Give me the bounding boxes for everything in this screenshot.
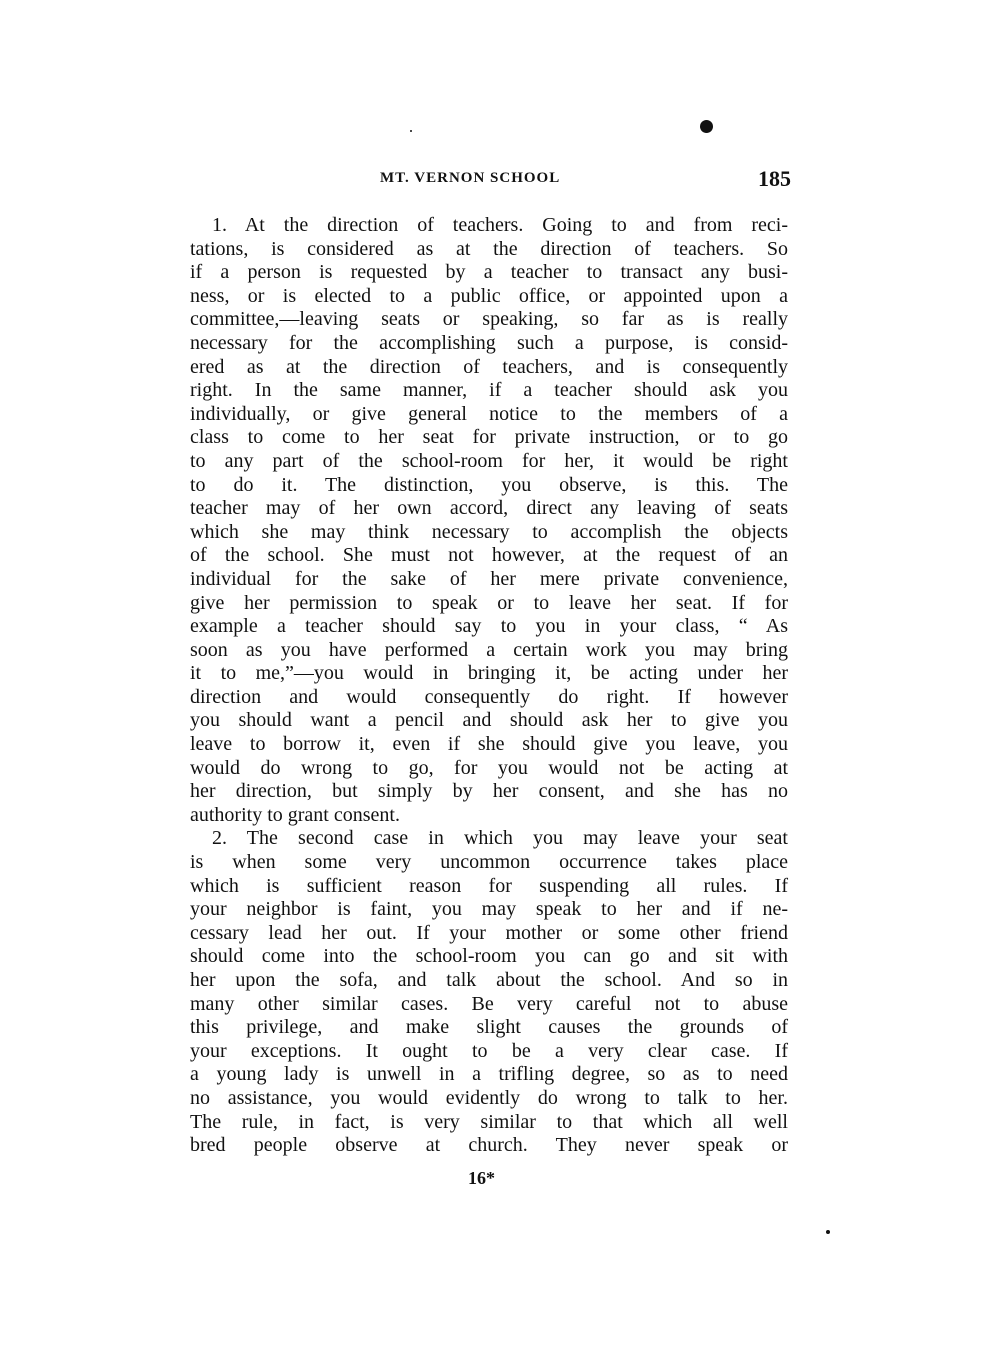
text-line: it to me,”—you would in bringing it, be acting under her — [190, 662, 788, 685]
text-line: The rule, in fact, is very similar to that which all well — [190, 1110, 788, 1133]
text-line: example a teacher should say to you in your class, “ As — [190, 615, 788, 638]
text-line: ered as at the direction of teachers, and is consequently — [190, 355, 788, 378]
text-line: tations, is considered as at the direction of teachers. So — [190, 237, 788, 260]
text-line: her upon the sofa, and talk about the school. And so in — [190, 969, 788, 991]
text-line: leave to borrow it, even if she should give you leave, you — [190, 733, 788, 756]
text-line: would do wrong to go, for you would not be acting at — [190, 756, 788, 779]
page-number: 185 — [758, 166, 791, 191]
text-line: this privilege, and make slight causes the grounds of — [190, 1016, 788, 1039]
text-line: you should want a pencil and should ask her to give you — [190, 709, 788, 732]
text-line: right. In the same manner, if a teacher should ask you — [190, 379, 788, 402]
ink-speck — [410, 130, 412, 132]
text-line: no assistance, you would evidently do wrong to talk to her. — [190, 1086, 788, 1109]
running-head: MT. VERNON SCHOOL — [380, 170, 561, 186]
ink-speck — [826, 1230, 830, 1234]
text-line: should come into the school-room you can go and sit with — [190, 945, 788, 968]
text-line: necessary for the accomplishing such a purpose, is consid- — [190, 331, 788, 354]
text-line: many other similar cases. Be very careful not to abuse — [190, 992, 788, 1015]
text-line: give her permission to speak or to leave her seat. If for — [190, 591, 788, 614]
text-line: class to come to her seat for private instruction, or to go — [190, 426, 788, 449]
text-line: ness, or is elected to a public office, or appointed upon a — [190, 284, 788, 307]
text-line: of the school. She must not however, at the request of an — [190, 544, 788, 567]
signature-mark: 16* — [468, 1168, 495, 1188]
text-line: which is sufficient reason for suspending all rules. If — [190, 874, 788, 897]
text-line: soon as you have performed a certain work you may bring — [190, 638, 788, 661]
text-line: 1. At the direction of teachers. Going to and from reci- — [212, 214, 788, 236]
text-line: your neighbor is faint, you may speak to her and if ne- — [190, 898, 788, 921]
text-line: committee,—leaving seats or speaking, so far as is really — [190, 308, 788, 331]
body-text — [190, 214, 788, 1158]
text-line: individually, or give general notice to the members of a — [190, 402, 788, 425]
text-line: cessary lead her out. If your mother or some other friend — [190, 921, 788, 944]
text-line: if a person is requested by a teacher to transact any busi- — [190, 261, 788, 284]
text-line: individual for the sake of her mere private convenience, — [190, 567, 788, 590]
text-line: teacher may of her own accord, direct any leaving of seats — [190, 497, 788, 520]
text-line: to do it. The distinction, you observe, is this. The — [190, 473, 788, 496]
text-line: to any part of the school-room for her, it would be right — [190, 449, 788, 472]
text-line: her direction, but simply by her consent, and she has no — [190, 780, 788, 803]
text-line: bred people observe at church. They never speak or — [190, 1134, 788, 1157]
text-line: which she may think necessary to accomplish the objects — [190, 520, 788, 543]
text-line: your exceptions. It ought to be a very clear case. If — [190, 1039, 788, 1062]
text-line: authority to grant consent. — [190, 803, 400, 826]
ink-speck — [700, 120, 713, 133]
text-line: is when some very uncommon occurrence takes place — [190, 851, 788, 874]
text-line: direction and would consequently do right. If however — [190, 685, 788, 708]
text-line: 2. The second case in which you may leave your seat — [212, 827, 788, 850]
text-line: a young lady is unwell in a trifling degree, so as to need — [190, 1063, 788, 1086]
